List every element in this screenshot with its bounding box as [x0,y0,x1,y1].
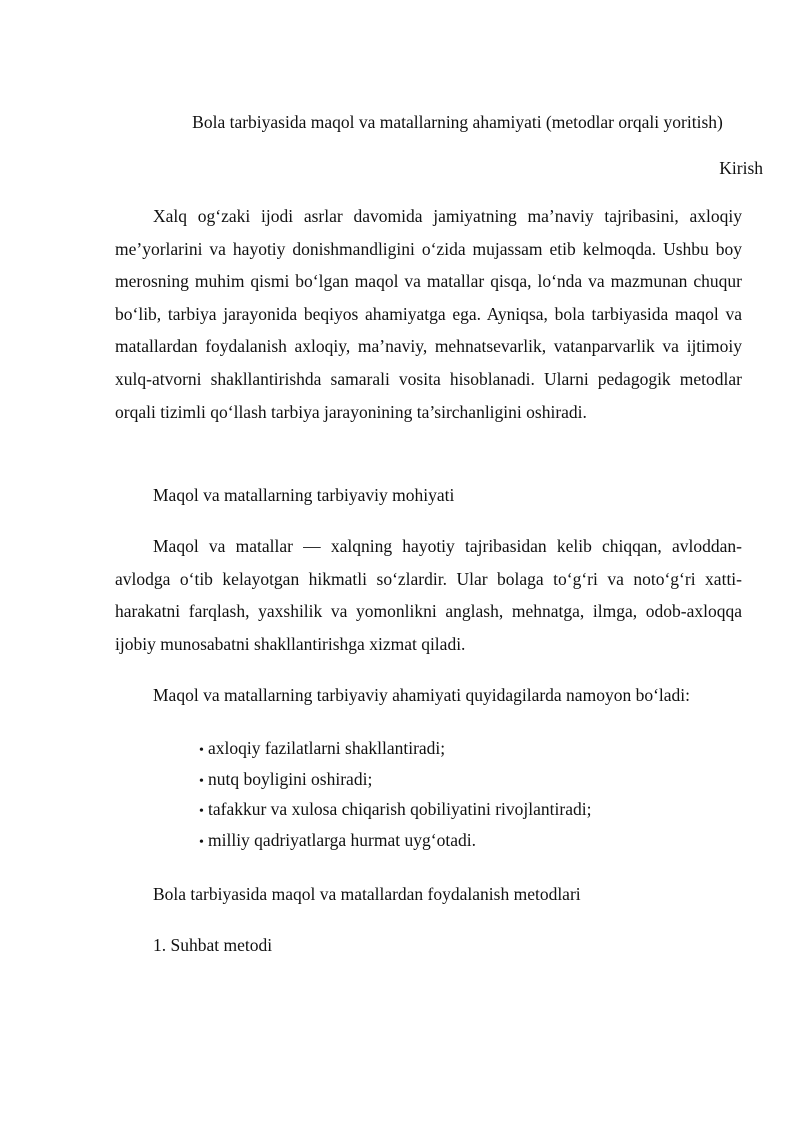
importance-list [199,733,591,856]
list-item: • tafakkur va xulosa chiqarish qobiliyatini rivojlantiradi; [199,794,591,825]
list-item: • milliy qadriyatlarga hurmat uyg‘otadi. [199,825,591,856]
intro-paragraph: Xalq og‘zaki ijodi asrlar davomida jamiyatning ma’naviy tajribasini, axloqiy me’yorlarini va hayotiy donishmandligini o‘zida mujassam etib kelmoqda. Ushbu boy merosning muhim qismi bo‘lgan maqol va matallar qisqa, lo‘nda va mazmunan chuqur bo‘lib, tarbiya jarayonida beqiyos ahamiyatga ega. Ayniqsa, bola tarbiyasida maqol va matallardan foydalanish axloqiy, ma’naviy, mehnatsevarlik, vatanparvarlik va ijtimoiy xulq-atvorni shakllantirishda samarali vosita hisoblanadi. Ularni pedagogik metodlar orqali tizimli qo‘llash tarbiya jarayonining ta’sirchanligini oshiradi. [115,206,742,422]
bullet-icon: • [199,804,204,820]
bullet-icon: • [199,743,204,758]
bullet-icon: • [199,773,204,789]
section-title-introduction: Kirish [719,158,763,178]
list-item: • nutq boyligini oshiradi; [199,764,591,795]
section-heading-essence: Maqol va matallarning tarbiyaviy mohiyati [153,485,455,505]
section-paragraph-essence: Maqol va matallar — xalqning hayotiy tajribasidan kelib chiqqan, avloddan-avlodga o‘tib kelayotgan hikmatli so‘zlardir. Ular bolaga to‘g‘ri va noto‘g‘ri xatti-harakatni farqlash, yaxshilik va yomonlikni anglash, mehnatga, ilmga, odob-axloqqa ijobiy munosabatni shakllantirishga xizmat qiladi. [115,536,742,654]
document-title: Bola tarbiyasida maqol va matallarning ahamiyati (metodlar orqali yoritish) [192,112,723,132]
list-intro: Maqol va matallarning tarbiyaviy ahamiyati quyidagilarda namoyon bo‘ladi: [153,685,690,705]
method-heading-conversation: 1. Suhbat metodi [153,935,273,955]
list-item: • axloqiy fazilatlarni shakllantiradi; [199,733,591,764]
bullet-icon: • [199,835,204,851]
section-heading-methods: Bola tarbiyasida maqol va matallardan foydalanish metodlari [153,884,581,904]
